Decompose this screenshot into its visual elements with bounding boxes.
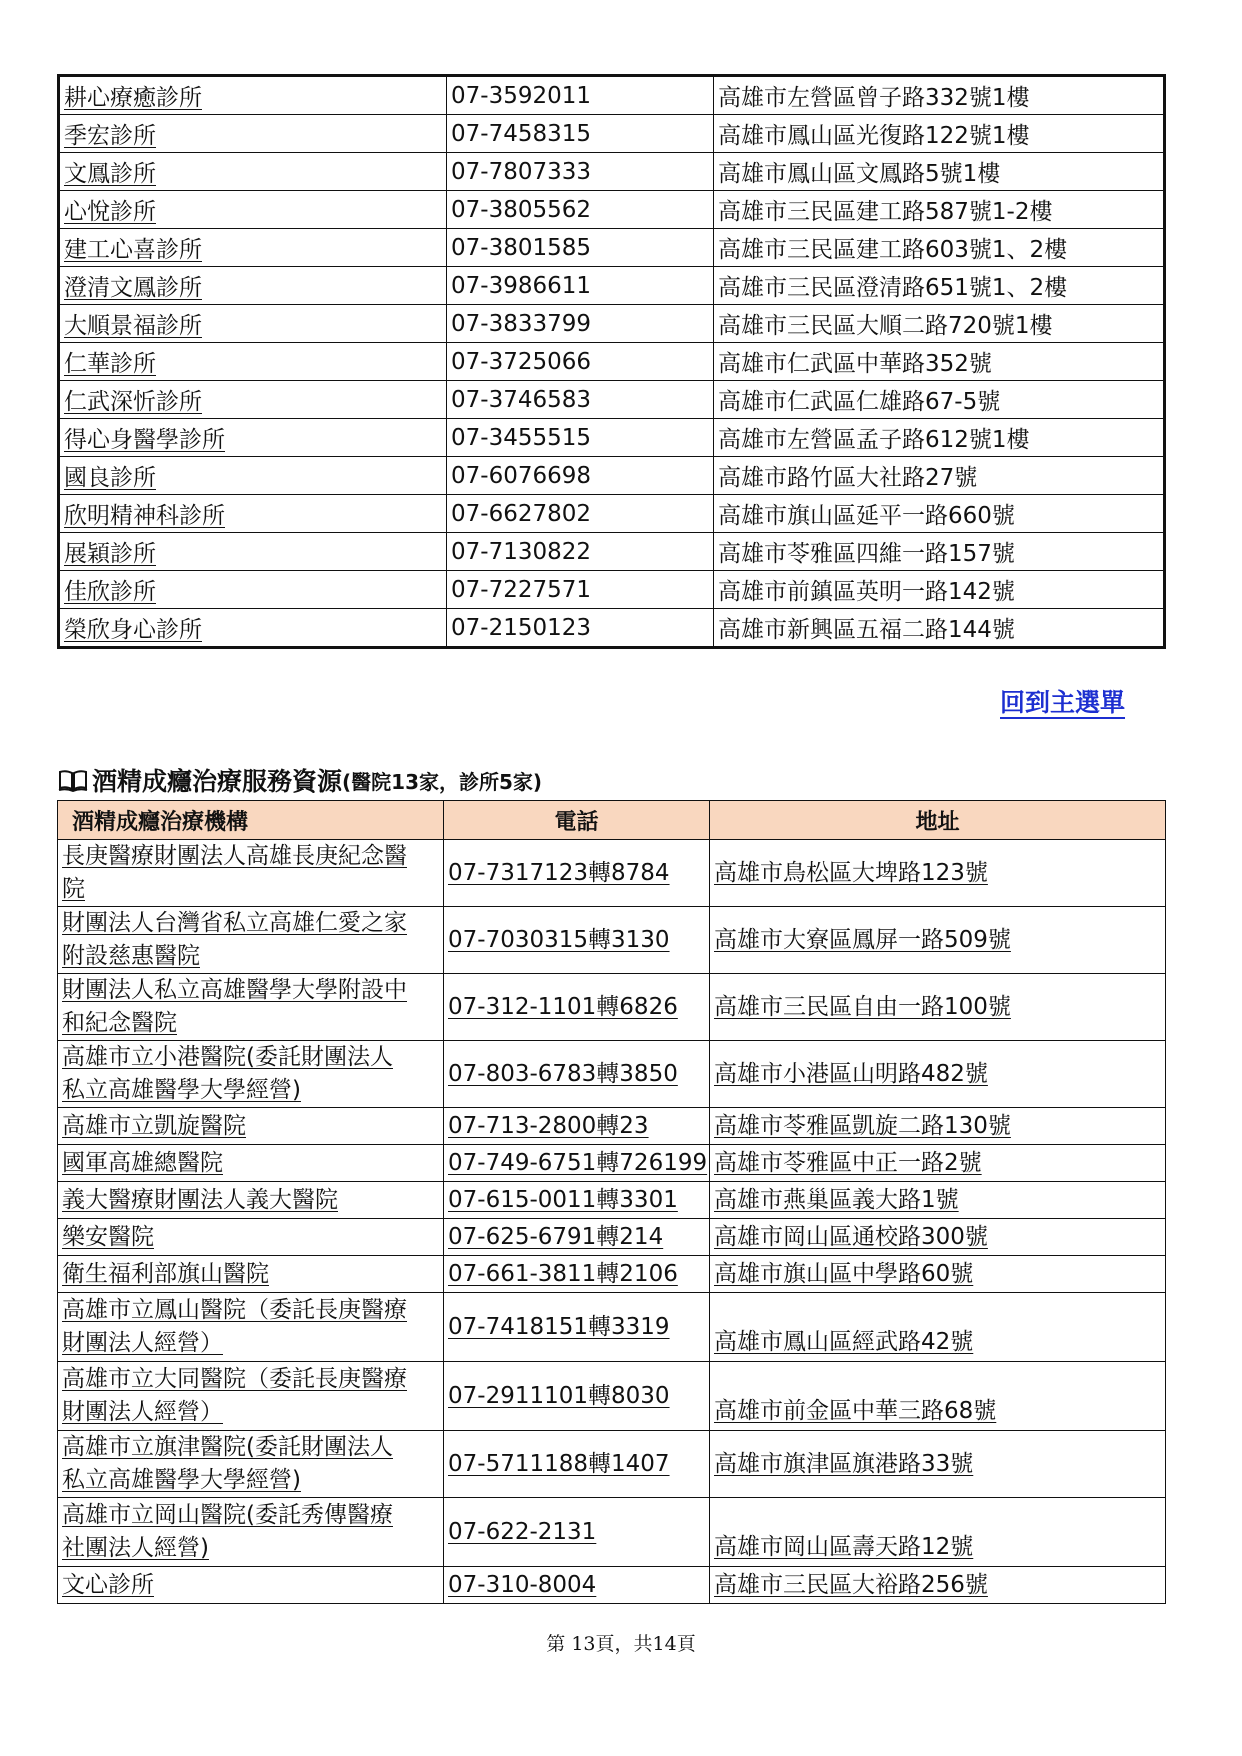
clinic-phone-cell [447,343,714,381]
institution-name: 高雄市立凱旋醫院 [62,1112,246,1139]
institution-address: 高雄市鳥松區大埤路123號 [714,859,988,886]
clinic-address-cell [714,76,1165,115]
clinic-phone: 07-3725066 [451,348,591,375]
institution-address: 高雄市旗山區中學路60號 [714,1260,974,1287]
clinic-name-cell [59,76,447,115]
institution-phone: 07-803-6783轉3850 [448,1060,678,1087]
clinic-address: 高雄市鳳山區光復路122號1樓 [718,123,1030,149]
clinic-phone: 07-3746583 [451,386,591,413]
open-book-icon [58,768,88,792]
table-row [58,1293,1166,1362]
institution-cell [58,1219,444,1256]
institution-address: 高雄市大寮區鳳屏一路509號 [714,926,1011,953]
section-title: 酒精成癮治療服務資源 [92,767,343,796]
phone-cell [444,1431,710,1498]
clinic-address-cell [714,533,1165,571]
table-row [59,609,1165,648]
institution-name: 高雄市立小港醫院(委託財團法人 [62,1044,393,1070]
clinic-phone-cell [447,457,714,495]
table-row [59,533,1165,571]
clinic-name: 欣明精神科診所 [64,503,225,529]
header-address: 地址 [710,801,1166,840]
table-row [59,153,1165,191]
institution-cell [58,1256,444,1293]
clinic-phone-cell [447,229,714,267]
table-row [59,571,1165,609]
clinic-name-cell [59,609,447,648]
clinic-phone: 07-7227571 [451,576,591,603]
clinic-name: 建工心喜診所 [64,237,202,263]
table-header-row [58,801,1166,840]
institution-address: 高雄市燕巢區義大路1號 [714,1186,959,1213]
clinic-address: 高雄市左營區曾子路332號1樓 [718,85,1030,111]
table-row [58,1219,1166,1256]
table-row [58,974,1166,1041]
section-subtitle: (醫院13家，診所5家) [342,769,543,794]
table-row [59,191,1165,229]
clinic-address-cell [714,419,1165,457]
institution-cell [58,907,444,974]
institution-phone: 07-5711188轉1407 [448,1450,670,1477]
clinic-address: 高雄市鳳山區文鳳路5號1樓 [718,161,1001,187]
institution-name: 國軍高雄總醫院 [62,1149,223,1176]
clinic-phone: 07-3833799 [451,310,591,337]
clinic-phone-cell [447,191,714,229]
clinic-address: 高雄市新興區五福二路144號 [718,617,1015,643]
institution-name: 高雄市立鳳山醫院（委託長庚醫療 [62,1297,407,1323]
clinic-name-cell [59,343,447,381]
institution-address: 高雄市鳳山區經武路42號 [714,1329,974,1355]
institution-phone: 07-7317123轉8784 [448,859,670,886]
clinic-address: 高雄市三民區建工路587號1-2樓 [718,199,1053,225]
institution-name-cont: 社團法人經營) [62,1535,209,1561]
table-row [59,343,1165,381]
institution-name-cont: 附設慈惠醫院 [62,943,200,969]
institution-name: 高雄市立岡山醫院(委託秀傳醫療 [62,1502,393,1528]
clinic-phone-cell [447,153,714,191]
clinic-address-cell [714,571,1165,609]
alcohol-treatment-table [57,800,1166,1604]
institution-phone: 07-713-2800轉23 [448,1112,649,1139]
institution-name-cont: 私立高雄醫學大學經營) [62,1077,301,1103]
table-row [59,305,1165,343]
clinic-name: 大順景福診所 [64,313,202,339]
clinic-phone-cell [447,419,714,457]
clinic-name-cell [59,457,447,495]
table-row [58,840,1166,907]
clinic-name: 耕心療癒診所 [64,85,202,111]
institution-address: 高雄市前金區中華三路68號 [714,1398,997,1424]
clinic-address-cell [714,191,1165,229]
clinic-name: 澄清文鳳診所 [64,275,202,301]
institution-address: 高雄市三民區自由一路100號 [714,993,1011,1020]
institution-address: 高雄市三民區大裕路256號 [714,1571,988,1598]
clinic-address: 高雄市前鎮區英明一路142號 [718,579,1015,605]
phone-cell [444,1362,710,1431]
clinic-phone-cell [447,267,714,305]
table-row [59,76,1165,115]
clinic-name-cell [59,153,447,191]
clinic-address-cell [714,343,1165,381]
institution-cell [58,1567,444,1604]
clinic-address: 高雄市三民區澄清路651號1、2樓 [718,275,1068,301]
table-row [59,229,1165,267]
phone-cell [444,1145,710,1182]
clinic-name-cell [59,191,447,229]
institution-cell [58,840,444,907]
institution-cell [58,1108,444,1145]
back-to-main-menu-link[interactable]: 回到主選單 [1000,688,1126,717]
institution-cell [58,1362,444,1431]
table-row [58,1362,1166,1431]
institution-name: 樂安醫院 [62,1223,154,1250]
clinic-name: 季宏診所 [64,123,156,149]
institution-name-cont: 和紀念醫院 [62,1010,177,1036]
clinic-address: 高雄市旗山區延平一路660號 [718,503,1015,529]
table-row [59,381,1165,419]
clinic-name: 展穎診所 [64,541,156,567]
institution-name: 文心診所 [62,1571,154,1598]
clinic-phone: 07-3592011 [451,82,591,109]
institution-name-cont: 院 [62,876,85,902]
address-cell [710,1567,1166,1604]
header-institution: 酒精成癮治療機構 [58,801,444,840]
clinic-address-cell [714,381,1165,419]
table-row [59,419,1165,457]
clinic-name: 文鳳診所 [64,161,156,187]
clinic-address-cell [714,153,1165,191]
clinic-address-cell [714,457,1165,495]
clinic-phone-cell [447,115,714,153]
clinic-name-cell [59,495,447,533]
address-cell [710,1041,1166,1108]
institution-cell [58,974,444,1041]
clinic-phone: 07-6627802 [451,500,591,527]
clinic-table [57,74,1166,649]
clinic-phone: 07-7458315 [451,120,591,147]
institution-cell [58,1182,444,1219]
clinic-address-cell [714,229,1165,267]
institution-phone: 07-749-6751轉726199 [448,1149,708,1176]
address-cell [710,1431,1166,1498]
address-cell [710,907,1166,974]
clinic-name: 榮欣身心診所 [64,617,202,643]
institution-address: 高雄市岡山區壽天路12號 [714,1534,974,1560]
address-cell [710,1293,1166,1362]
institution-name: 長庚醫療財團法人高雄長庚紀念醫 [62,843,407,869]
table-row [58,907,1166,974]
table-row [58,1041,1166,1108]
institution-cell [58,1293,444,1362]
clinic-address: 高雄市左營區孟子路612號1樓 [718,427,1030,453]
table-row [59,115,1165,153]
clinic-phone: 07-3801585 [451,234,591,261]
clinic-address: 高雄市三民區大順二路720號1樓 [718,313,1053,339]
institution-name: 財團法人私立高雄醫學大學附設中 [62,977,407,1003]
phone-cell [444,1293,710,1362]
clinic-name-cell [59,115,447,153]
institution-name: 高雄市立旗津醫院(委託財團法人 [62,1434,393,1460]
institution-cell [58,1498,444,1567]
institution-cell [58,1041,444,1108]
clinic-phone-cell [447,609,714,648]
clinic-name-cell [59,419,447,457]
clinic-phone-cell [447,76,714,115]
institution-phone: 07-312-1101轉6826 [448,993,678,1020]
clinic-name-cell [59,533,447,571]
clinic-phone: 07-3986611 [451,272,591,299]
institution-name-cont: 財團法人經營） [62,1399,223,1425]
institution-address: 高雄市小港區山明路482號 [714,1060,988,1087]
table-row [58,1145,1166,1182]
table-row [58,1498,1166,1567]
table-row [59,495,1165,533]
section-heading [58,762,542,798]
clinic-phone: 07-7807333 [451,158,591,185]
institution-phone: 07-661-3811轉2106 [448,1260,678,1287]
clinic-phone: 07-2150123 [451,614,591,641]
clinic-name-cell [59,267,447,305]
clinic-phone-cell [447,305,714,343]
institution-cell [58,1145,444,1182]
clinic-address-cell [714,115,1165,153]
institution-phone: 07-7418151轉3319 [448,1313,670,1340]
institution-name: 高雄市立大同醫院（委託長庚醫療 [62,1366,407,1392]
institution-phone: 07-622-2131 [448,1518,597,1545]
phone-cell [444,1567,710,1604]
phone-cell [444,1041,710,1108]
clinic-phone-cell [447,495,714,533]
phone-cell [444,1108,710,1145]
institution-name: 義大醫療財團法人義大醫院 [62,1186,338,1213]
table-row [59,457,1165,495]
clinic-name: 仁武深忻診所 [64,389,202,415]
clinic-address-cell [714,305,1165,343]
clinic-name: 仁華診所 [64,351,156,377]
clinic-name: 心悅診所 [64,199,156,225]
phone-cell [444,1498,710,1567]
table-row [58,1256,1166,1293]
institution-name: 財團法人台灣省私立高雄仁愛之家 [62,910,407,936]
institution-address: 高雄市苓雅區中正一路2號 [714,1149,982,1176]
clinic-phone-cell [447,381,714,419]
institution-phone: 07-2911101轉8030 [448,1382,670,1409]
clinic-address: 高雄市苓雅區四維一路157號 [718,541,1015,567]
institution-address: 高雄市苓雅區凱旋二路130號 [714,1112,1011,1139]
address-cell [710,1108,1166,1145]
phone-cell [444,1256,710,1293]
phone-cell [444,1182,710,1219]
clinic-name-cell [59,571,447,609]
institution-name-cont: 財團法人經營） [62,1330,223,1356]
clinic-phone-cell [447,571,714,609]
phone-cell [444,1219,710,1256]
clinic-address: 高雄市路竹區大社路27號 [718,465,978,491]
address-cell [710,974,1166,1041]
table-row [59,267,1165,305]
address-cell [710,1145,1166,1182]
institution-phone: 07-7030315轉3130 [448,926,670,953]
clinic-phone: 07-7130822 [451,538,591,565]
address-cell [710,1256,1166,1293]
phone-cell [444,840,710,907]
table-row [58,1431,1166,1498]
clinic-address-cell [714,609,1165,648]
header-phone: 電話 [444,801,710,840]
clinic-name: 國良診所 [64,465,156,491]
institution-phone: 07-615-0011轉3301 [448,1186,678,1213]
institution-address: 高雄市岡山區通校路300號 [714,1223,988,1250]
clinic-name-cell [59,381,447,419]
institution-cell [58,1431,444,1498]
clinic-name: 佳欣診所 [64,579,156,605]
institution-name-cont: 私立高雄醫學大學經營) [62,1467,301,1493]
clinic-address: 高雄市仁武區仁雄路67-5號 [718,389,1001,415]
table-row [58,1567,1166,1604]
page-footer: 第 13頁，共14頁 [546,1633,696,1655]
table-row [58,1108,1166,1145]
address-cell [710,1219,1166,1256]
clinic-address-cell [714,267,1165,305]
clinic-address: 高雄市三民區建工路603號1、2樓 [718,237,1068,263]
address-cell [710,840,1166,907]
clinic-phone: 07-3805562 [451,196,591,223]
address-cell [710,1182,1166,1219]
clinic-name: 得心身醫學診所 [64,427,225,453]
institution-address: 高雄市旗津區旗港路33號 [714,1450,974,1477]
institution-phone: 07-625-6791轉214 [448,1223,664,1250]
clinic-name-cell [59,305,447,343]
institution-phone: 07-310-8004 [448,1571,597,1598]
institution-name: 衛生福利部旗山醫院 [62,1260,269,1287]
clinic-address-cell [714,495,1165,533]
address-cell [710,1498,1166,1567]
clinic-address: 高雄市仁武區中華路352號 [718,351,992,377]
phone-cell [444,907,710,974]
clinic-phone: 07-6076698 [451,462,591,489]
table-row [58,1182,1166,1219]
clinic-name-cell [59,229,447,267]
phone-cell [444,974,710,1041]
clinic-phone-cell [447,533,714,571]
clinic-phone: 07-3455515 [451,424,591,451]
address-cell [710,1362,1166,1431]
